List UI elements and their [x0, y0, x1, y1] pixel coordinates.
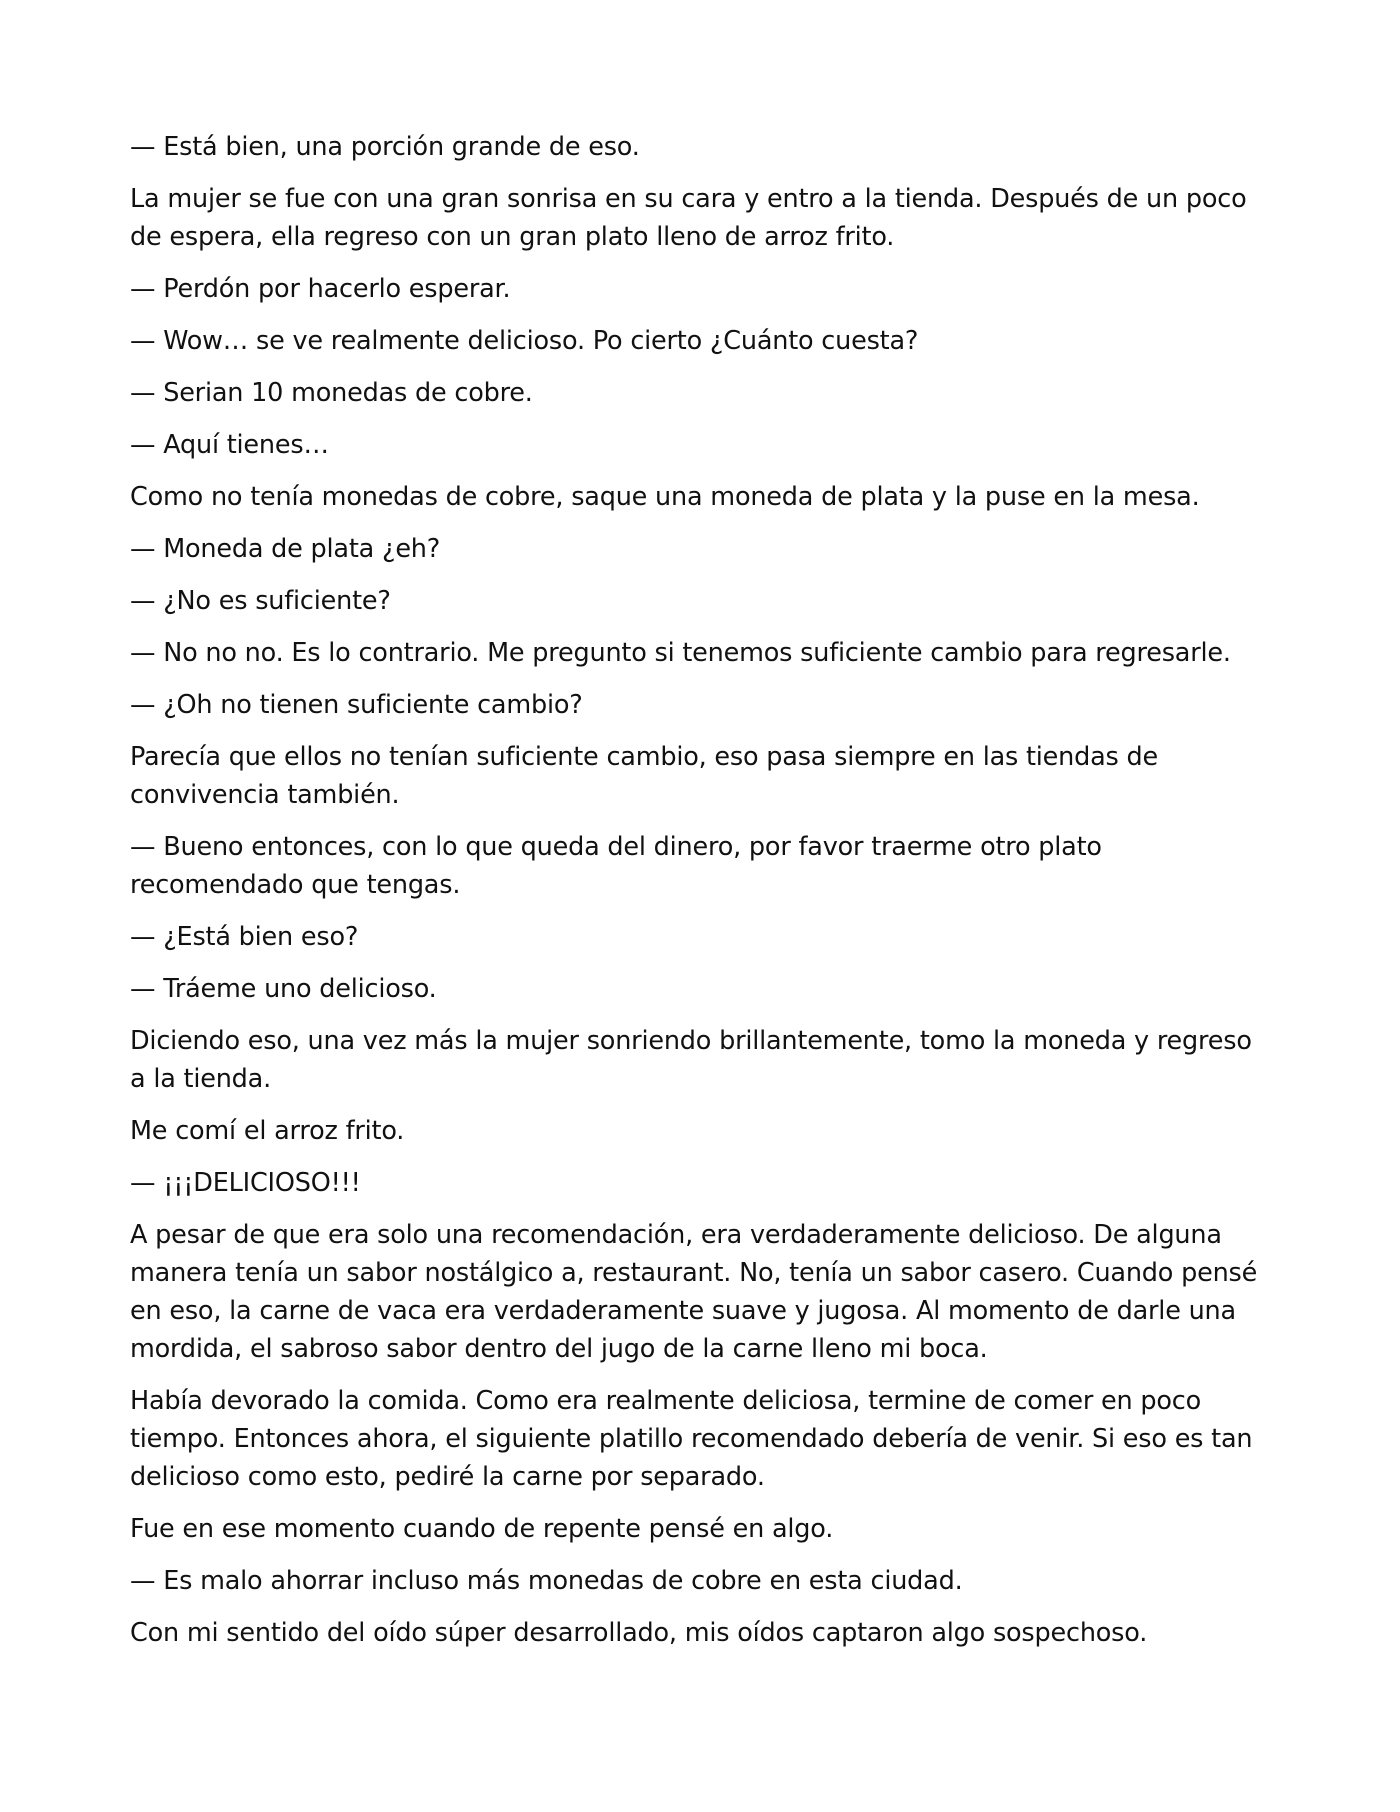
paragraph: — ¡¡¡DELICIOSO!!!: [130, 1168, 361, 1198]
paragraph: — ¿Oh no tienen suficiente cambio?: [130, 690, 583, 720]
paragraph: Había devorado la comida. Como era realmente deliciosa, termine de comer en poco tiempo. Entonces ahora, el siguiente platillo recomendado debería de venir. Si eso es tan delicioso como esto, pediré la carne por separado.: [130, 1386, 1253, 1492]
paragraph: — Aquí tienes…: [130, 430, 329, 460]
document-body: [130, 128, 1270, 1666]
paragraph: — Es malo ahorrar incluso más monedas de cobre en esta ciudad.: [130, 1566, 963, 1596]
paragraph: Con mi sentido del oído súper desarrollado, mis oídos captaron algo sospechoso.: [130, 1618, 1148, 1648]
paragraph: Como no tenía monedas de cobre, saque una moneda de plata y la puse en la mesa.: [130, 482, 1200, 512]
paragraph: Me comí el arroz frito.: [130, 1116, 405, 1146]
paragraph: — Moneda de plata ¿eh?: [130, 534, 441, 564]
paragraph: — Bueno entonces, con lo que queda del dinero, por favor traerme otro plato recomendado que tengas.: [130, 832, 1102, 900]
paragraph: A pesar de que era solo una recomendación, era verdaderamente delicioso. De alguna manera tenía un sabor nostálgico a, restaurant. No, tenía un sabor casero. Cuando pensé en eso, la carne de vaca era verdaderamente suave y jugosa. Al momento de darle una mordida, el sabroso sabor dentro del jugo de la carne lleno mi boca.: [130, 1220, 1258, 1364]
paragraph: Parecía que ellos no tenían suficiente cambio, eso pasa siempre en las tiendas de convivencia también.: [130, 742, 1159, 810]
paragraph: Diciendo eso, una vez más la mujer sonriendo brillantemente, tomo la moneda y regreso a la tienda.: [130, 1026, 1252, 1094]
paragraph: — ¿Está bien eso?: [130, 922, 359, 952]
paragraph: La mujer se fue con una gran sonrisa en su cara y entro a la tienda. Después de un poco de espera, ella regreso con un gran plato lleno de arroz frito.: [130, 184, 1247, 252]
paragraph: Fue en ese momento cuando de repente pensé en algo.: [130, 1514, 834, 1544]
paragraph: — Perdón por hacerlo esperar.: [130, 274, 511, 304]
paragraph: — Tráeme uno delicioso.: [130, 974, 437, 1004]
paragraph: — Está bien, una porción grande de eso.: [130, 132, 640, 162]
paragraph: — No no no. Es lo contrario. Me pregunto si tenemos suficiente cambio para regresarle.: [130, 638, 1231, 668]
paragraph: — Wow… se ve realmente delicioso. Po cierto ¿Cuánto cuesta?: [130, 326, 919, 356]
paragraph: — ¿No es suficiente?: [130, 586, 391, 616]
paragraph: — Serian 10 monedas de cobre.: [130, 378, 533, 408]
